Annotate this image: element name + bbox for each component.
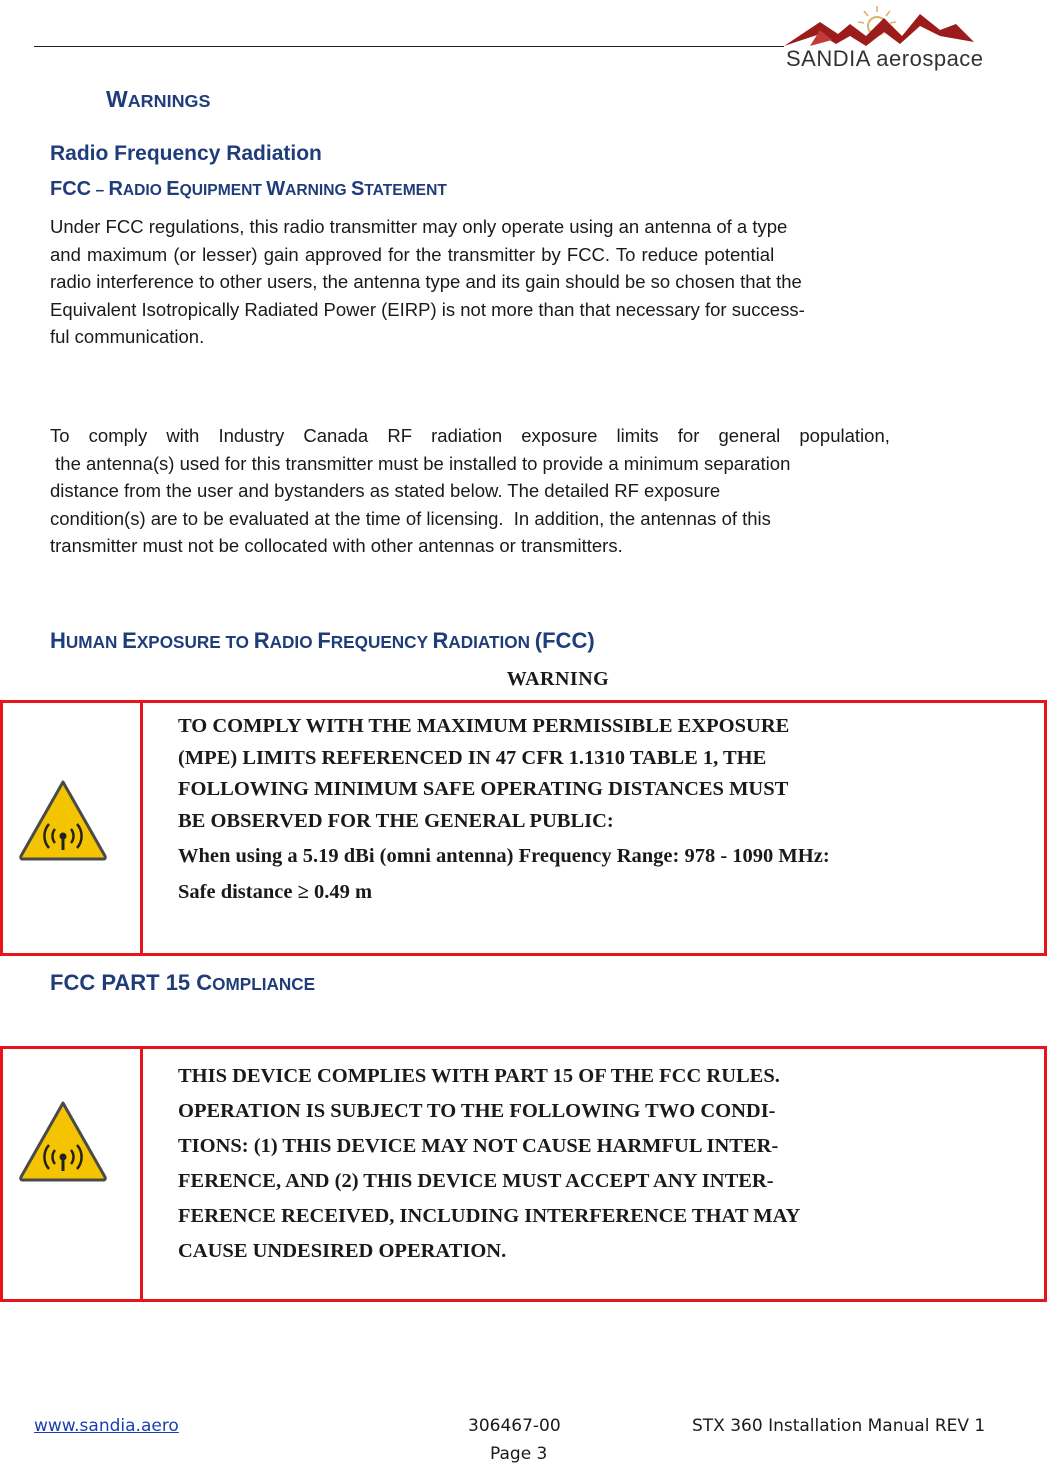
doc-number: 306467-00 (468, 1416, 561, 1436)
compliance-line: FERENCE, AND (2) THIS DEVICE MUST ACCEPT ANY INTER- (178, 1170, 774, 1192)
canada-paragraph (50, 422, 985, 560)
heading-segment: ADIATION (448, 632, 535, 652)
header-rule (34, 46, 784, 47)
mpe-warning-box (0, 700, 1047, 956)
heading-segment: TATEMENT (364, 182, 447, 199)
heading-segment: ADIO (269, 632, 318, 652)
warning-line: BE OBSERVED FOR THE GENERAL PUBLIC: (178, 809, 614, 832)
part15-compliance-box (0, 1046, 1047, 1302)
heading-segment: (FCC) (534, 628, 595, 653)
warning-line: FOLLOWING MINIMUM SAFE OPERATING DISTANCES MUST (178, 778, 789, 800)
warning-caption: WARNING (506, 668, 610, 690)
heading-segment: UMAN (65, 632, 123, 652)
heading-segment: W (266, 178, 286, 200)
part15-heading (50, 970, 315, 996)
heading-segment: XPOSURE TO (136, 632, 254, 652)
website-link[interactable]: www.sandia.aero (34, 1416, 179, 1436)
compliance-line: THIS DEVICE COMPLIES WITH PART 15 OF THE FCC RULES. (178, 1065, 780, 1087)
heading-segment: FCC PART 15 C (50, 970, 213, 995)
heading-segment: ADIO (122, 182, 167, 199)
rf-radiation-heading: Radio Frequency Radiation (50, 142, 322, 165)
human-exposure-heading (50, 628, 595, 654)
heading-segment: – (91, 182, 109, 199)
heading-segment: FCC (50, 178, 92, 200)
compliance-line: OPERATION IS SUBJECT TO THE FOLLOWING TWO CONDI- (178, 1100, 776, 1122)
heading-segment: R (253, 628, 270, 653)
warning-line: TO COMPLY WITH THE MAXIMUM PERMISSIBLE EXPOSURE (178, 715, 790, 737)
heading-segment: R (108, 178, 123, 200)
box-divider (140, 703, 143, 953)
warning-line: (MPE) LIMITS REFERENCED IN 47 CFR 1.1310 TABLE 1, THE (178, 746, 767, 769)
warning-line: Safe distance ≥ 0.49 m (178, 880, 373, 903)
logo-text: SANDIA aerospace (786, 46, 984, 71)
paragraph-line: the antenna(s) used for this transmitter must be installed to provide a minimum separation (50, 452, 791, 474)
heading-segment: S (350, 178, 365, 200)
compliance-line: TIONS: (1) THIS DEVICE MAY NOT CAUSE HARMFUL INTER- (178, 1135, 779, 1157)
page-number: Page 3 (490, 1444, 548, 1464)
paragraph-line: and maximum (or lesser) gain approved for the transmitter by FCC. To reduce potential (50, 243, 775, 265)
manual-title: STX 360 Installation Manual REV 1 (692, 1416, 986, 1436)
paragraph-line: Equivalent Isotropically Radiated Power (EIRP) is not more than that necessary for success- (50, 298, 805, 320)
radiation-warning-icon (17, 1099, 109, 1183)
paragraph-line: distance from the user and bystanders as stated below. The detailed RF exposure (50, 480, 721, 501)
heading-segment: ARNING (285, 182, 351, 199)
compliance-line: FERENCE RECEIVED, INCLUDING INTERFERENCE THAT MAY (178, 1205, 801, 1227)
part15-compliance-text (178, 1059, 800, 1269)
heading-segment: REQUENCY (330, 632, 433, 652)
heading-segment: E (166, 178, 180, 200)
paragraph-line: transmitter must not be collocated with other antennas or transmitters. (50, 535, 623, 556)
paragraph-line: To comply with Industry Canada RF radiation exposure limits for general population, (50, 425, 890, 446)
heading-segment: F (317, 628, 331, 653)
paragraph-line: condition(s) are to be evaluated at the time of licensing. In addition, the antennas of this (50, 507, 771, 529)
fcc-paragraph (50, 213, 985, 351)
compliance-line: CAUSE UNDESIRED OPERATION. (178, 1240, 507, 1262)
heading-segment: E (122, 628, 137, 653)
fcc-radio-heading (50, 178, 447, 201)
heading-segment: H (50, 628, 66, 653)
heading-segment: QUIPMENT (179, 182, 267, 199)
warnings-heading: WARNINGS (106, 86, 211, 112)
mpe-warning-text (178, 711, 830, 908)
heading-segment: OMPLIANCE (212, 974, 316, 994)
warning-line: When using a 5.19 dBi (omni antenna) Frequency Range: 978 - 1090 MHz: (178, 845, 830, 867)
radiation-warning-icon (17, 778, 109, 862)
paragraph-line: Under FCC regulations, this radio transmitter may only operate using an antenna of a type (50, 216, 788, 237)
box-divider (140, 1049, 143, 1299)
heading-segment: R (432, 628, 449, 653)
paragraph-line: ful communication. (50, 326, 205, 347)
paragraph-line: radio interference to other users, the antenna type and its gain should be so chosen that the (50, 271, 802, 292)
